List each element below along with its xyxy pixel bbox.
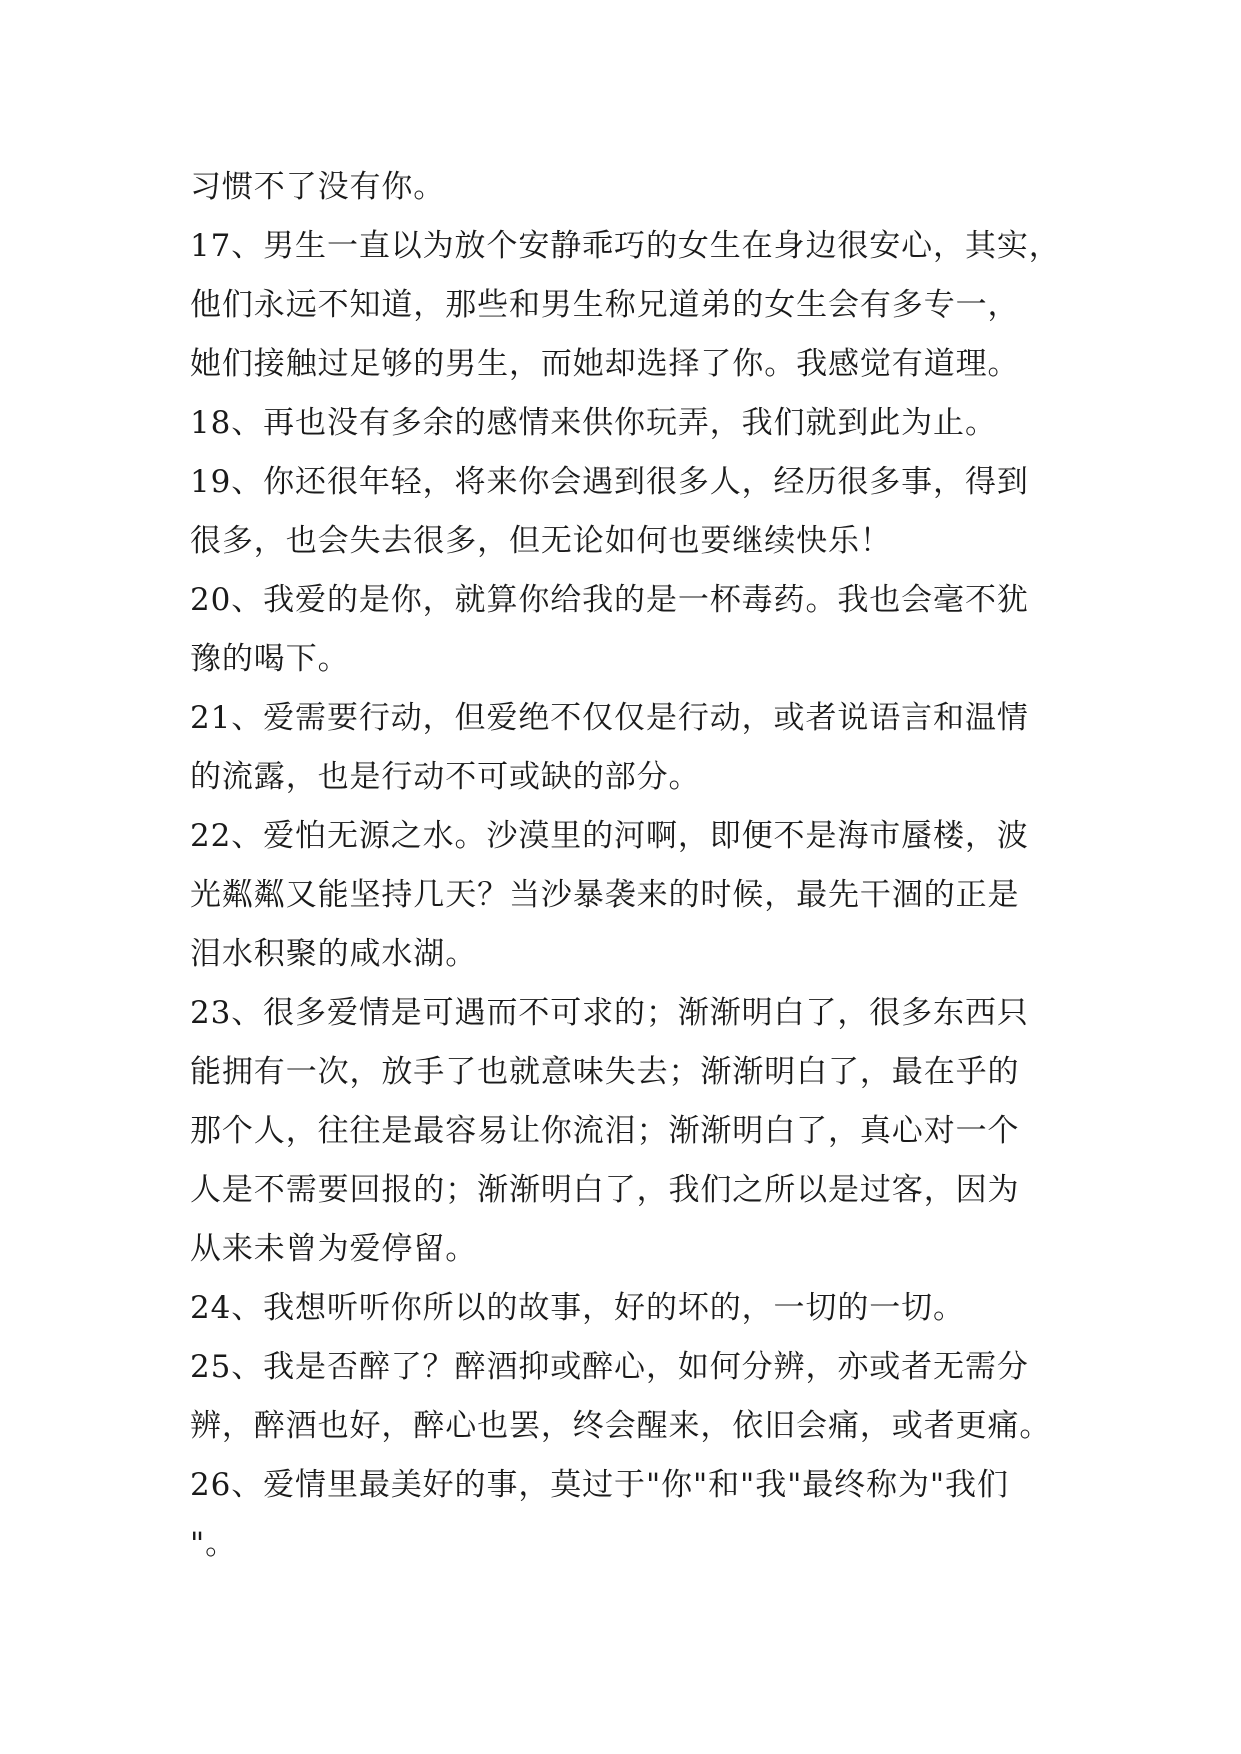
text-line: 很多，也会失去很多，但无论如何也要继续快乐！ xyxy=(190,523,892,559)
text-line: 豫的喝下。 xyxy=(190,641,350,677)
text-line: 习惯不了没有你。 xyxy=(190,169,446,205)
text-line: 辨，醉酒也好，醉心也罢，终会醒来，依旧会痛，或者更痛。 xyxy=(190,1408,1052,1444)
text-line: 从来未曾为爱停留。 xyxy=(190,1231,478,1267)
text-line: "。 xyxy=(190,1526,238,1562)
text-line: 19、你还很年轻，将来你会遇到很多人，经历很多事，得到 xyxy=(190,464,1029,500)
text-line: 人是不需要回报的；渐渐明白了，我们之所以是过客，因为 xyxy=(190,1172,1020,1208)
text-line: 泪水积聚的咸水湖。 xyxy=(190,936,478,972)
text-line: 能拥有一次，放手了也就意味失去；渐渐明白了，最在乎的 xyxy=(190,1054,1020,1090)
text-line: 22、爱怕无源之水。沙漠里的河啊，即便不是海市蜃楼，波 xyxy=(190,818,1029,854)
text-line: 21、爱需要行动，但爱绝不仅仅是行动，或者说语言和温情 xyxy=(190,700,1029,736)
text-line: 那个人，往往是最容易让你流泪；渐渐明白了，真心对一个 xyxy=(190,1113,1020,1149)
text-body xyxy=(190,158,1070,1574)
text-line: 她们接触过足够的男生，而她却选择了你。我感觉有道理。 xyxy=(190,346,1020,382)
text-line: 的流露，也是行动不可或缺的部分。 xyxy=(190,759,701,795)
text-line: 18、再也没有多余的感情来供你玩弄，我们就到此为止。 xyxy=(190,405,997,441)
text-line: 光粼粼又能坚持几天？当沙暴袭来的时候，最先干涸的正是 xyxy=(190,877,1020,913)
text-line: 26、爱情里最美好的事，莫过于"你"和"我"最终称为"我们 xyxy=(190,1467,1009,1503)
text-line: 17、男生一直以为放个安静乖巧的女生在身边很安心，其实， xyxy=(190,228,1061,264)
text-line: 25、我是否醉了？醉酒抑或醉心，如何分辨，亦或者无需分 xyxy=(190,1349,1029,1385)
text-line: 24、我想听听你所以的故事，好的坏的，一切的一切。 xyxy=(190,1290,965,1326)
text-line: 他们永远不知道，那些和男生称兄道弟的女生会有多专一， xyxy=(190,287,1020,323)
text-line: 20、我爱的是你，就算你给我的是一杯毒药。我也会毫不犹 xyxy=(190,582,1029,618)
text-line: 23、很多爱情是可遇而不可求的；渐渐明白了，很多东西只 xyxy=(190,995,1029,1031)
